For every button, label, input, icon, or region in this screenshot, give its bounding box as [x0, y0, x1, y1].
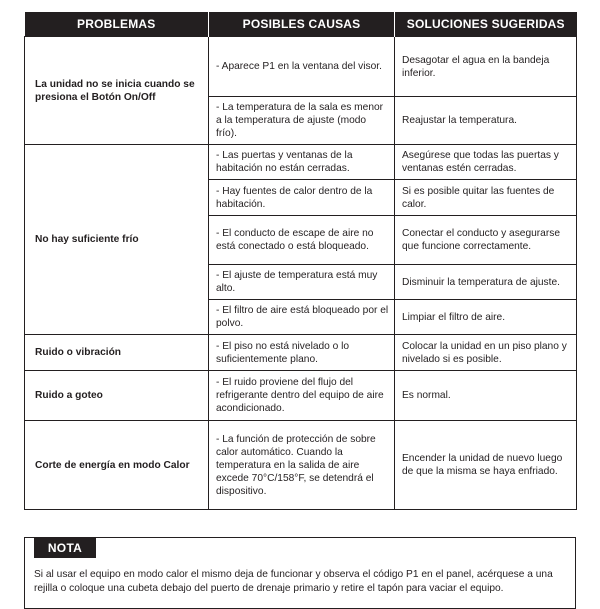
solution-cell: Asegúrese que todas las puertas y ventanas estén cerradas. [395, 145, 577, 180]
solution-cell: Disminuir la temperatura de ajuste. [395, 265, 577, 300]
header-soluciones: SOLUCIONES SUGERIDAS [395, 12, 577, 37]
cause-cell: - Aparece P1 en la ventana del visor. [209, 37, 395, 97]
solution-cell: Si es posible quitar las fuentes de calor. [395, 180, 577, 216]
nota-text: Si al usar el equipo en modo calor el mismo deja de funcionar y observa el código P1 en el panel, acérquese a una rejilla o coloque una cubeta debajo del puerto de drenaje primario y retire el tapón para vaciar el equipo. [34, 569, 553, 594]
table-row [25, 335, 577, 371]
solution-cell: Colocar la unidad en un piso plano y nivelado si es posible. [395, 335, 577, 371]
solution-cell: Es normal. [395, 371, 577, 421]
problem-cell: La unidad no se inicia cuando se presiona el Botón On/Off [25, 37, 209, 145]
nota-title: NOTA [34, 538, 96, 558]
table-row [25, 371, 577, 421]
table-row [25, 421, 577, 510]
problem-cell: Ruido o vibración [25, 335, 209, 371]
solution-cell: Conectar el conducto y asegurarse que funcione correctamente. [395, 216, 577, 265]
solution-cell: Encender la unidad de nuevo luego de que la misma se haya enfriado. [395, 421, 577, 510]
cause-cell: - La temperatura de la sala es menor a la temperatura de ajuste (modo frío). [209, 97, 395, 145]
cause-cell: - El conducto de escape de aire no está conectado o está bloqueado. [209, 216, 395, 265]
cause-cell: - El ajuste de temperatura está muy alto. [209, 265, 395, 300]
solution-cell: Reajustar la temperatura. [395, 97, 577, 145]
table-row [25, 37, 577, 97]
cause-cell: - Hay fuentes de calor dentro de la habitación. [209, 180, 395, 216]
nota-box [24, 537, 576, 609]
solution-cell: Limpiar el filtro de aire. [395, 300, 577, 335]
cause-cell: - Las puertas y ventanas de la habitación no están cerradas. [209, 145, 395, 180]
cause-cell: - El ruido proviene del flujo del refrigerante dentro del equipo de aire acondicionado. [209, 371, 395, 421]
troubleshooting-table [24, 12, 577, 510]
cause-cell: - La función de protección de sobre calor automático. Cuando la temperatura en la salida de aire excede 70°C/158°F, se detendrá el dispositivo. [209, 421, 395, 510]
problem-cell: Ruido a goteo [25, 371, 209, 421]
problem-cell: Corte de energía en modo Calor [25, 421, 209, 510]
problem-cell: No hay suficiente frío [25, 145, 209, 335]
cause-cell: - El piso no está nivelado o lo suficientemente plano. [209, 335, 395, 371]
header-causas: POSIBLES CAUSAS [209, 12, 395, 37]
cause-cell: - El filtro de aire está bloqueado por el polvo. [209, 300, 395, 335]
table-row [25, 145, 577, 180]
solution-cell: Desagotar el agua en la bandeja inferior. [395, 37, 577, 97]
header-problemas: PROBLEMAS [25, 12, 209, 37]
table-header-row [25, 12, 577, 37]
